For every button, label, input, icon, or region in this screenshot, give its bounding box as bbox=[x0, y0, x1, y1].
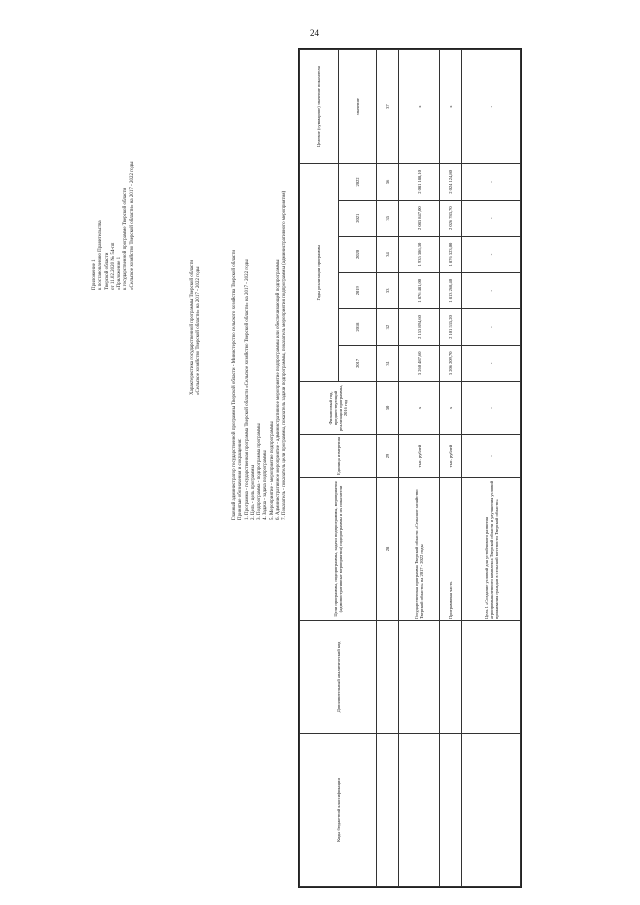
year-cell: 2018 bbox=[338, 309, 377, 345]
note-line: 5. Мероприятие - мероприятие подпрограммы bbox=[269, 421, 275, 520]
row-unit: - bbox=[462, 435, 521, 478]
row-value: 2 024 124,80 bbox=[439, 164, 461, 200]
row-fact: - bbox=[462, 382, 521, 435]
annex-line: «Приложение 1 bbox=[117, 256, 122, 290]
year-cell: 2017 bbox=[338, 345, 377, 381]
row-text: Государственная программа Тверской области «Сельское хозяйство Тверской области» на 2017 - 2022 годы bbox=[399, 478, 440, 621]
row-value: - bbox=[462, 309, 521, 345]
colnum-cell: 37 bbox=[377, 50, 399, 164]
year-cell: 2021 bbox=[338, 200, 377, 236]
row-value: 1 813 268,40 bbox=[439, 273, 461, 309]
header-budget-codes: Коды бюджетной классификации bbox=[300, 734, 377, 887]
row-value: - bbox=[462, 164, 521, 200]
document-title bbox=[190, 260, 203, 395]
annex-block bbox=[92, 162, 136, 290]
row-value: 3 206 209,70 bbox=[439, 345, 461, 381]
row-value: 2 083 847,00 bbox=[399, 200, 440, 236]
title-line: Характеристика государственной программы Тверской области bbox=[190, 259, 195, 395]
row-value: - bbox=[462, 345, 521, 381]
colnum-cell bbox=[377, 621, 399, 734]
row-value: - bbox=[462, 273, 521, 309]
colnum-cell: 34 bbox=[377, 236, 399, 272]
header-target: Целевое (суммарное) значение показателя bbox=[300, 50, 339, 164]
annex-line: Приложение 1 bbox=[92, 259, 97, 290]
header-fact-2016: Финансовый год, предшествующий реализации программы, 2016 год bbox=[300, 382, 377, 435]
note-line: Принятые обозначения и сокращения: bbox=[238, 438, 244, 520]
colnum-cell: 32 bbox=[377, 309, 399, 345]
row-text: Цель 1 «Создание условий для устойчивого развития агропромышленного комплекса Тверской области и улучшения условий проживания граждан в сельской местности Тверской области» bbox=[462, 478, 521, 621]
row-value: 1 876 481,00 bbox=[399, 273, 440, 309]
colnum-cell: 28 bbox=[377, 478, 399, 621]
row-value: - bbox=[462, 236, 521, 272]
annex-line: к постановлению Правительства bbox=[98, 220, 104, 290]
year-cell: 2019 bbox=[338, 273, 377, 309]
note-line: 3. Подпрограмма - подпрограмма программы bbox=[257, 423, 262, 520]
row-value: 2 153 894,60 bbox=[399, 309, 440, 345]
title-line: «Сельское хозяйство Тверской области» на 2017 - 2022 годы bbox=[196, 266, 202, 395]
row-fact: х bbox=[399, 382, 440, 435]
header-additional-code: Дополнительный аналитический код bbox=[300, 621, 377, 734]
row-value: - bbox=[462, 200, 521, 236]
row-unit: тыс. рублей bbox=[399, 435, 440, 478]
year-cell: 2020 bbox=[338, 236, 377, 272]
note-line: 6. Административное мероприятие - административное мероприятие подпрограммы или обеспечивающей подпрограммы bbox=[275, 259, 281, 520]
colnum-cell: 36 bbox=[377, 164, 399, 200]
row-target: х bbox=[399, 50, 440, 164]
row-value: 3 260 487,60 bbox=[399, 345, 440, 381]
program-table bbox=[298, 48, 522, 888]
table-row bbox=[462, 50, 521, 887]
notes-block bbox=[232, 191, 288, 520]
row-fact: х bbox=[439, 382, 461, 435]
table bbox=[299, 49, 521, 887]
annex-line: Тверской области bbox=[104, 252, 110, 290]
admin-line: Главный администратор государственной программы Тверской области - Министерство сельского хозяйства Тверской области bbox=[232, 250, 237, 520]
row-unit: тыс. рублей bbox=[439, 435, 461, 478]
header-goals: Цели программы, подпрограммы, задачи подпрограммы, мероприятия (административные мероприятия) подпрограммы и их показатели bbox=[300, 478, 377, 621]
note-line: 4. Задача - задача подпрограммы bbox=[263, 450, 269, 520]
annex-line: к государственной программе Тверской области bbox=[123, 187, 129, 290]
table-row bbox=[439, 50, 461, 887]
note-line: 1. Программа - государственная программа Тверской области «Сельское хозяйство Тверской области» на 2017 - 2022 годы bbox=[244, 259, 250, 520]
row-target: х bbox=[439, 50, 461, 164]
note-line: 7. Показатель - показатель цели программы, показатель задачи подпрограммы, показатель мероприятия подпрограммы (административного мероприятия) bbox=[282, 190, 287, 520]
colnum-cell: 31 bbox=[377, 345, 399, 381]
year-cell: 2022 bbox=[338, 164, 377, 200]
table-row bbox=[399, 50, 440, 887]
colnum-cell bbox=[377, 734, 399, 887]
colnum-cell: 29 bbox=[377, 435, 399, 478]
row-value: 2 101 535,20 bbox=[439, 309, 461, 345]
row-value: 1 876 323,00 bbox=[439, 236, 461, 272]
colnum-cell: 35 bbox=[377, 200, 399, 236]
row-value: 2 026 783,70 bbox=[439, 200, 461, 236]
note-line: 2. Цель - цель программы bbox=[250, 465, 256, 520]
value-header: значение bbox=[338, 50, 377, 164]
row-target: - bbox=[462, 50, 521, 164]
header-years: Годы реализации программы bbox=[300, 164, 339, 382]
row-text: Программная часть bbox=[439, 478, 461, 621]
row-value: 1 935 386,30 bbox=[399, 236, 440, 272]
colnum-cell: 30 bbox=[377, 382, 399, 435]
header-unit: Единица измерения bbox=[300, 435, 377, 478]
row-value: 2 081 188,10 bbox=[399, 164, 440, 200]
page-number: 24 bbox=[310, 28, 319, 38]
annex-line: «Сельское хозяйство Тверской области» на 2017 - 2022 годы bbox=[129, 161, 135, 290]
annex-line: от 11.02.2020 № 54-пп bbox=[110, 242, 116, 290]
colnum-cell: 33 bbox=[377, 273, 399, 309]
